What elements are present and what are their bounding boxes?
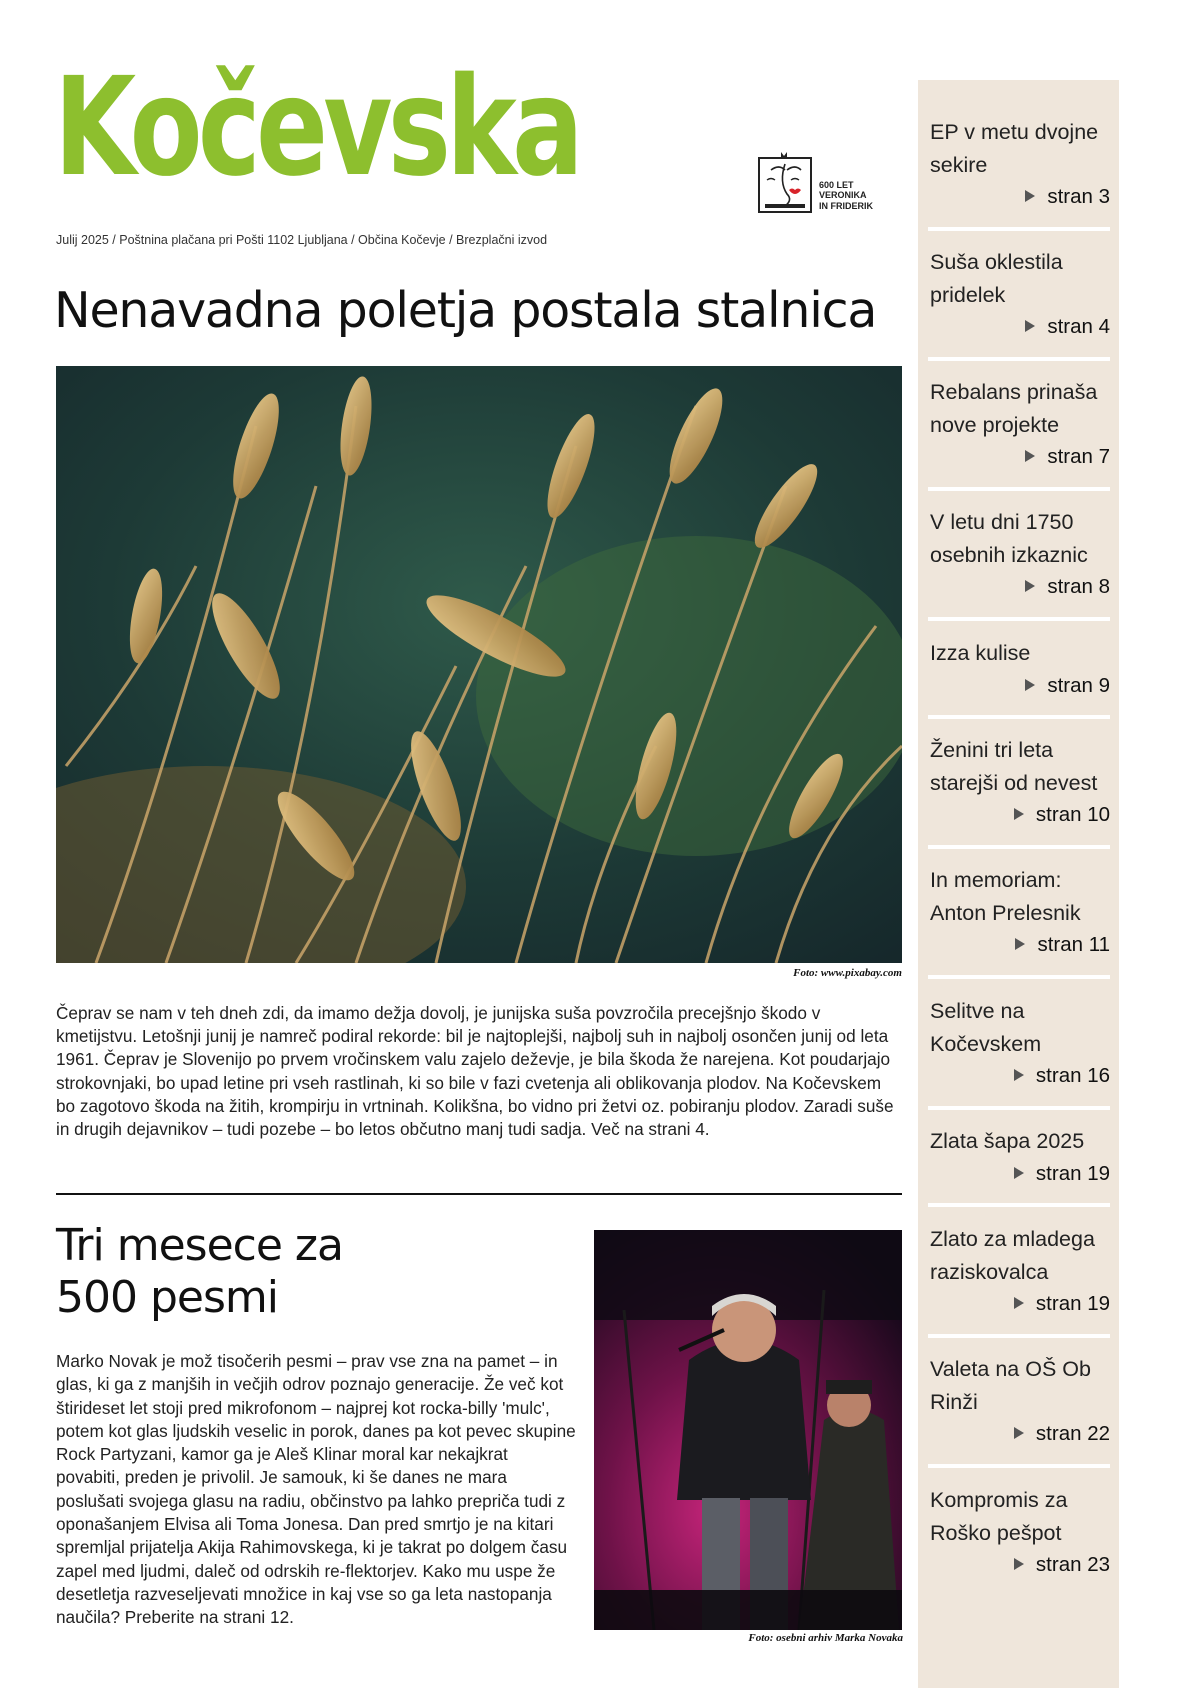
contents-sidebar <box>918 80 1119 1688</box>
second-body-text: Marko Novak je mož tisočerih pesmi – prav vse zna na pamet – in glas, ki ga z manjših in večjih odrov poznajo generacije. Že več kot štirideset let stoji pred mikrofonom – najprej kot rocka-billy 'mulc', potem kot glas ljudskih veselic in porok, danes pa kot pevec skupine Rock Partyzani, kamor ga je Aleš Klinar moral kar nekajkrat povabiti, preden je privolil. Je samouk, ki še danes ne mara poslušati svojega glasu na radiu, občinstvo pa lahko prepriča tudi z oponašanjem Elvisa ali Toma Jonesa. Dan pred smrtjo je na kitari spremljal prijatelja Akija Rahimovskega, ki je takrat po dolgem času zapel med ljudmi, daleč od odrskih re-flektorjev. Kako mu uspe že desetletja razveseljevati množice in kaj vse so ga leta nastopanja naučila? Preberite na strani 12. <box>56 1351 576 1628</box>
issue-info: Julij 2025 / Poštnina plačana pri Pošti 1102 Ljubljana / Občina Kočevje / Brezplačni izvod <box>56 233 548 247</box>
sidebar-item-title: In memoriam: Anton Prelesnik <box>930 868 1081 925</box>
anniversary-logo <box>757 146 882 220</box>
sidebar-item-title: Ženini tri leta starejši od nevest <box>930 738 1098 795</box>
section-divider <box>56 1193 902 1195</box>
masthead-title: Kočevska <box>54 49 580 207</box>
wheat-photo <box>56 366 902 963</box>
sidebar-item[interactable] <box>930 864 1110 961</box>
sidebar-item-title: Zlato za mladega raziskovalca <box>930 1227 1095 1284</box>
sidebar-divider <box>928 715 1110 719</box>
sidebar-item-page <box>930 1418 1110 1450</box>
sidebar-item-page <box>930 441 1110 473</box>
sidebar-item[interactable] <box>930 506 1110 603</box>
sidebar-item-page <box>930 1288 1110 1320</box>
sidebar-divider <box>928 975 1110 979</box>
sidebar-item[interactable] <box>930 376 1110 473</box>
sidebar-page-label: stran 22 <box>1035 1422 1110 1445</box>
triangle-right-icon <box>1025 450 1035 462</box>
sidebar-item[interactable] <box>930 734 1110 831</box>
sidebar-page-label: stran 16 <box>1035 1064 1110 1087</box>
logo-caption: 600 LET VERONIKA IN FRIDERIK <box>819 180 873 211</box>
triangle-right-icon <box>1025 320 1035 332</box>
sidebar-divider <box>928 1203 1110 1207</box>
sidebar-page-label: stran 19 <box>1035 1292 1110 1315</box>
second-headline-line2: 500 pesmi <box>56 1272 278 1323</box>
sidebar-item-title: EP v metu dvojne sekire <box>930 120 1099 177</box>
sidebar-page-label: stran 9 <box>1047 673 1110 697</box>
sidebar-divider <box>928 487 1110 491</box>
sidebar-item-page <box>930 1549 1110 1581</box>
sidebar-item-title: Selitve na Kočevskem <box>930 999 1042 1056</box>
sidebar-item-page <box>930 670 1110 702</box>
lead-photo-credit: Foto: www.pixabay.com <box>793 967 902 979</box>
sidebar-divider <box>928 1464 1110 1468</box>
sidebar-item-page <box>930 1060 1110 1092</box>
sidebar-item[interactable] <box>930 637 1110 702</box>
sidebar-page-label: stran 11 <box>1037 933 1110 956</box>
sidebar-page-label: stran 3 <box>1047 185 1110 208</box>
sidebar-item[interactable] <box>930 1484 1110 1581</box>
sidebar-item[interactable] <box>930 246 1110 343</box>
second-headline <box>56 1220 576 1324</box>
lead-body-text: Čeprav se nam v teh dneh zdi, da imamo dežja dovolj, je junijska suša povzročila precejšnjo škodo v kmetijstvu. Letošnji junij je namreč podiral rekorde: bil je najtoplejši, najbolj suh in najbolj osončen junij od leta 1961. Čeprav je Slovenijo po prvem vročinskem valu zajelo deževje, je bila škoda že narejena. Kot poudarjajo strokovnjaki, bo upad letine pri vseh rastlinah, ki so bile v fazi cvetenja ali oblikovanja plodov. Na Kočevskem bo zagotovo škoda na žitih, krompirju in vrtninah. Kolikšna, bo vidno pri žetvi oz. pobiranju plodov. Zaradi suše in drugih dejavnikov – tudi pozebe – bo letos občutno manj tudi sadja. Več na strani 4. <box>56 1003 894 1140</box>
sidebar-page-label: stran 4 <box>1047 315 1110 338</box>
sidebar-item-title: V letu dni 1750 osebnih izkaznic <box>930 510 1088 567</box>
veronika-friderik-emblem-icon <box>757 150 813 214</box>
sidebar-divider <box>928 227 1110 231</box>
triangle-right-icon <box>1015 938 1025 950</box>
sidebar-item-page <box>930 181 1110 213</box>
triangle-right-icon <box>1025 580 1035 592</box>
triangle-right-icon <box>1025 679 1035 691</box>
triangle-right-icon <box>1014 1427 1024 1439</box>
sidebar-item-title: Suša oklestila pridelek <box>930 250 1063 307</box>
sidebar-item[interactable] <box>930 1223 1110 1320</box>
sidebar-divider <box>928 1106 1110 1110</box>
sidebar-page-label: stran 23 <box>1035 1553 1110 1576</box>
second-headline-line1: Tri mesece za <box>56 1220 343 1271</box>
sidebar-item-page <box>930 311 1110 343</box>
singer-photo <box>594 1230 902 1630</box>
sidebar-page-label: stran 10 <box>1035 803 1110 826</box>
sidebar-item[interactable] <box>930 116 1110 213</box>
sidebar-item-title: Izza kulise <box>930 641 1031 665</box>
triangle-right-icon <box>1014 1558 1024 1570</box>
sidebar-item-page <box>930 1158 1110 1190</box>
sidebar-item-title: Zlata šapa 2025 <box>930 1129 1085 1153</box>
sidebar-item-title: Rebalans prinaša nove projekte <box>930 380 1098 437</box>
wheat-field-image <box>56 366 902 963</box>
sidebar-item-title: Valeta na OŠ Ob Rinži <box>930 1357 1091 1414</box>
second-photo-credit: Foto: osebni arhiv Marka Novaka <box>748 1632 903 1644</box>
sidebar-item[interactable] <box>930 1125 1110 1190</box>
sidebar-page-label: stran 8 <box>1047 575 1110 598</box>
sidebar-item-title: Kompromis za Roško pešpot <box>930 1488 1068 1545</box>
sidebar-item-page <box>930 929 1110 961</box>
sidebar-divider <box>928 1334 1110 1338</box>
sidebar-item-page <box>930 571 1110 603</box>
sidebar-page-label: stran 7 <box>1047 445 1110 468</box>
sidebar-item-page <box>930 799 1110 831</box>
sidebar-item[interactable] <box>930 1353 1110 1450</box>
sidebar-divider <box>928 357 1110 361</box>
triangle-right-icon <box>1014 1297 1024 1309</box>
triangle-right-icon <box>1025 190 1035 202</box>
triangle-right-icon <box>1014 1167 1024 1179</box>
sidebar-divider <box>928 845 1110 849</box>
lead-headline: Nenavadna poletja postala stalnica <box>54 282 877 339</box>
concert-singer-image <box>594 1230 902 1630</box>
triangle-right-icon <box>1014 808 1024 820</box>
sidebar-item[interactable] <box>930 995 1110 1092</box>
sidebar-divider <box>928 617 1110 621</box>
triangle-right-icon <box>1014 1069 1024 1081</box>
sidebar-page-label: stran 19 <box>1035 1161 1110 1185</box>
